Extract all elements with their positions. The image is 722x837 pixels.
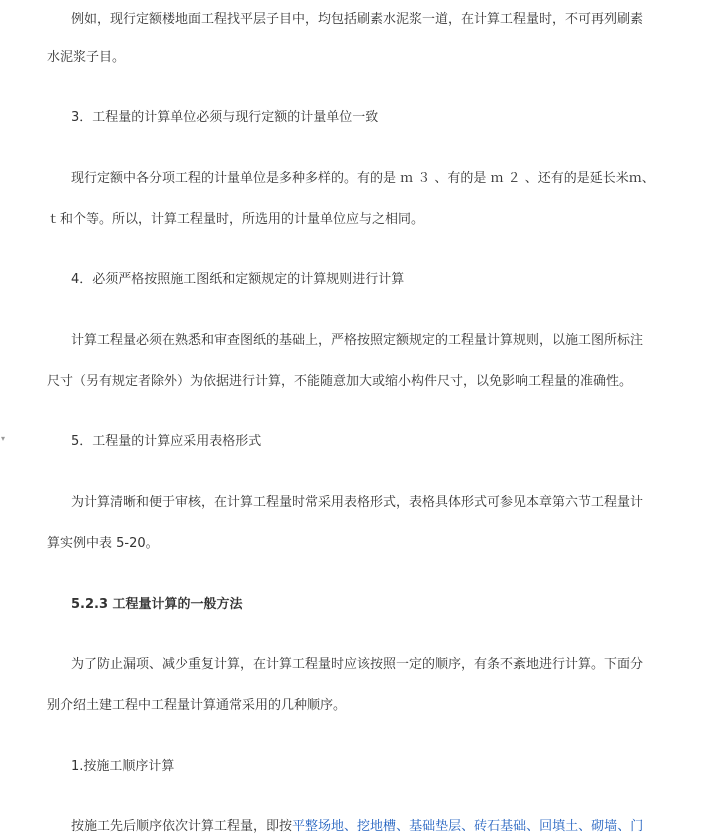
paragraph-line: 算实例中表 5-20。 — [47, 536, 159, 551]
paragraph-line: 水泥浆子目。 — [47, 50, 126, 65]
paragraph-line: 为了防止漏项、减少重复计算，在计算工程量时应该按照一定的顺序，有条不紊地进行计算。下面分 — [71, 657, 644, 672]
subheading-5: 5．工程量的计算应采用表格形式 — [71, 434, 262, 449]
paragraph-line: 计算工程量必须在熟悉和审查图纸的基础上，严格按照定额规定的工程量计算规则，以施工图所标注 — [71, 333, 644, 348]
subheading-order-1: 1.按施工顺序计算 — [71, 759, 175, 774]
separator: 、 — [526, 819, 540, 834]
paragraph-line-with-links — [71, 817, 643, 837]
separator: 、 — [344, 819, 358, 834]
link-door[interactable]: 门 — [630, 819, 644, 834]
paragraph-text: 按施工先后顺序依次计算工程量，即按 — [71, 819, 293, 834]
separator: 、 — [461, 819, 475, 834]
link-trench[interactable]: 挖地槽 — [357, 819, 397, 834]
link-masonry-foundation[interactable]: 砖石基础 — [474, 819, 527, 834]
link-wall[interactable]: 砌墙 — [591, 819, 618, 834]
paragraph-line: 现行定额中各分项工程的计量单位是多种多样的。有的是 ｍ ３ 、有的是 ｍ ２ 、还有的是延长米ｍ、 — [71, 171, 655, 186]
link-foundation-cushion[interactable]: 基础垫层 — [409, 819, 462, 834]
paragraph-line: 例如，现行定额楼地面工程找平层子目中，均包括刷素水泥浆一道，在计算工程量时，不可再列刷素 — [71, 12, 644, 27]
link-site-leveling[interactable]: 平整场地 — [292, 819, 345, 834]
separator: 、 — [617, 819, 631, 834]
paragraph-line: 为计算清晰和便于审核，在计算工程量时常采用表格形式，表格具体形式可参见本章第六节工程量计 — [71, 495, 644, 510]
separator: 、 — [578, 819, 592, 834]
link-backfill[interactable]: 回填土 — [539, 819, 579, 834]
paragraph-line: 尺寸（另有规定者除外）为依据进行计算，不能随意加大或缩小构件尺寸，以免影响工程量的准确性。 — [47, 374, 633, 389]
subheading-4: 4．必须严格按照施工图纸和定额规定的计算规则进行计算 — [71, 272, 405, 287]
separator: 、 — [396, 819, 410, 834]
paragraph-line: ｔ和个等。所以，计算工程量时，所选用的计量单位应与之相同。 — [47, 212, 425, 227]
margin-marker-icon: ▾ — [1, 434, 6, 443]
subheading-3: 3．工程量的计算单位必须与现行定额的计量单位一致 — [71, 110, 379, 125]
section-heading: 5.2.3 工程量计算的一般方法 — [71, 597, 243, 612]
paragraph-line: 别介绍土建工程中工程量计算通常采用的几种顺序。 — [47, 698, 347, 713]
